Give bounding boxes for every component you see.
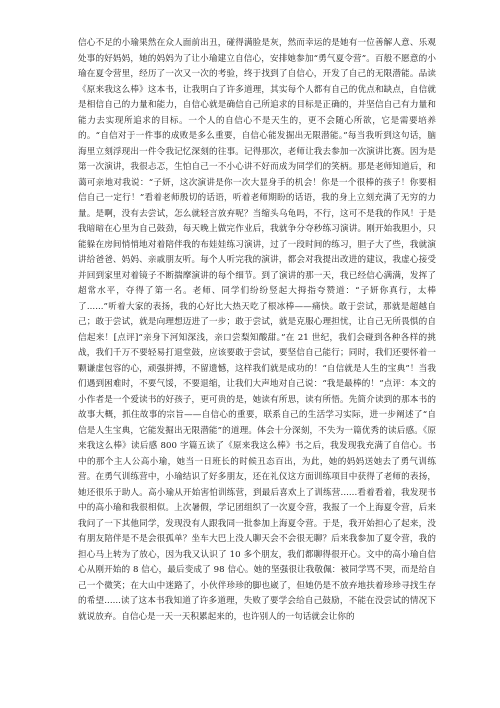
- body-paragraph: 信心不足的小瑜果然在众人面前出丑，碰得满脸是灰，然而幸运的是她有一位善解人意、乐观处事的好妈妈，她的妈妈为了让小瑜建立自信心，安排她参加“勇气夏令营”。百般不愿意的小瑜在夏令营里，经历了一次又一次的考验，终于找到了自信心，开发了自己的无限潜能。品读《原来我这么棒》这本书，让我明白了许多道理，其实每个人都有自己的优点和缺点，自信就是相信自己的力量和能力，自信心就是确信自己所追求的目标是正确的，并坚信自己有力量和能力去实现所追求的目标。一个人的自信心不是天生的，更不会随心所欲，它是需要培养的。“自信对于一件事的成败是多么重要，自信心能发掘出无限潜能。”每当我听到这句话，脑海里立刻浮现出一件令我记忆深刻的往事。记得那次，老师让我去参加一次演讲比赛。因为是第一次演讲，我很忐忑，生怕自己一不小心讲不好而成为同学们的笑柄。那是老师知道后，和蔼可亲地对我说：“子妍，这次演讲是你一次大显身手的机会！你是一个很棒的孩子！你要相信自己一定行！”看着老师殷切的话语，听着老师期盼的话语，我的身上立刻充满了无穷的力量。是啊，没有去尝试，怎么就轻言放弃呢？当缩头乌龟吗，不行，这可不是我的作风！于是我暗暗在心里为自己鼓劲，每天晚上做完作业后，我就争分夺秒练习演讲。刚开始我胆小，只能躲在房间悄悄地对着陪伴我的布娃娃练习演讲，过了一段时间的练习，胆子大了些，我就演讲给爸爸、妈妈、亲戚朋友听。每个人听完我的演讲，都会对我提出改进的建议，我虚心接受并回到家里对着镜子不断揣摩演讲的每个细节。到了演讲的那一天，我已经信心满满，发挥了超常水平，夺得了第一名。老师、同学们纷纷竖起大拇指夸赞道：“子妍你真行，太棒了......”听着大家的表扬，我的心好比大热天吃了根冰棒——痛快。敢于尝试，那就是超越自己；敢于尝试，就是向理想迈进了一步；敢于尝试，就是克服心理担忧，让自己无所畏惧的自信起来！[点评]“亲身下河知深浅，亲口尝梨知酸甜。”在 21 世纪，我们会碰到各种各样的挑战，我们千万不要轻易打退堂鼓，应该要敢于尝试，要坚信自己能行；同时，我们还要怀着一颗谦虚包容的心，顽强拼搏，不留遗憾，这样我们就是成功的！“自信就是人生的宝典”！当我们遇到困难时，不要气馁，不要退缩，让我们大声地对自己说：“我是最棒的！”点评：本文的小作者是一个爱读书的好孩子，更可贵的是，她读有所思，读有所悟。先简介读到的那本书的故事大概，抓住故事的宗旨——自信心的重要，联系自己的生活学习实际，进一步阐述了“自信是人生宝典，它能发掘出无限潜能”的道理。体会十分深刻，不失为一篇优秀的读后感。《原来我这么棒》读后感 800 字篇五读了《原来我这么棒》书之后，我发现我充满了自信心。书中的那个主人公高小瑜，她当一日班长的时候丑态百出，为此，她的妈妈送她去了勇气训练营。在勇气训练营中，小瑜结识了好多朋友，还在礼仪这方面训练项目中获得了老师的表扬，她还很乐于助人。高小瑜从开始害怕训练营，到最后喜欢上了训练营......看着看着，我发现书中的高小瑜和我很相似。上次暑假，学记团组织了一次夏令营，我报了一个上海夏令营，后来我问了一下其他同学，发现没有人跟我同一批参加上海夏令营。于是，我开始担心了起来，没有朋友陪伴是不是会很孤单？坐车大巴上没人聊天会不会很无聊？后来我参加了夏令营，我的担心马上转为了放心，因为我又认识了 10 多个朋友，我们都聊得很开心。文中的高小瑜自信心从刚开始的 8 信心，最后变成了 98 信心。她的坚强很让我敬佩：被同学骂不哭，而是给自己一个微笑；在大山中迷路了，小伙伴珍珍的脚也崴了，但她仍是不放弃地扶着珍珍寻找生存的希望......读了这本书我知道了许多道理，失败了要学会给自己鼓励，不能在没尝试的情况下就说放弃。自信心是一天一天积累起来的，也许别人的一句话就会让你的: [78, 38, 436, 622]
